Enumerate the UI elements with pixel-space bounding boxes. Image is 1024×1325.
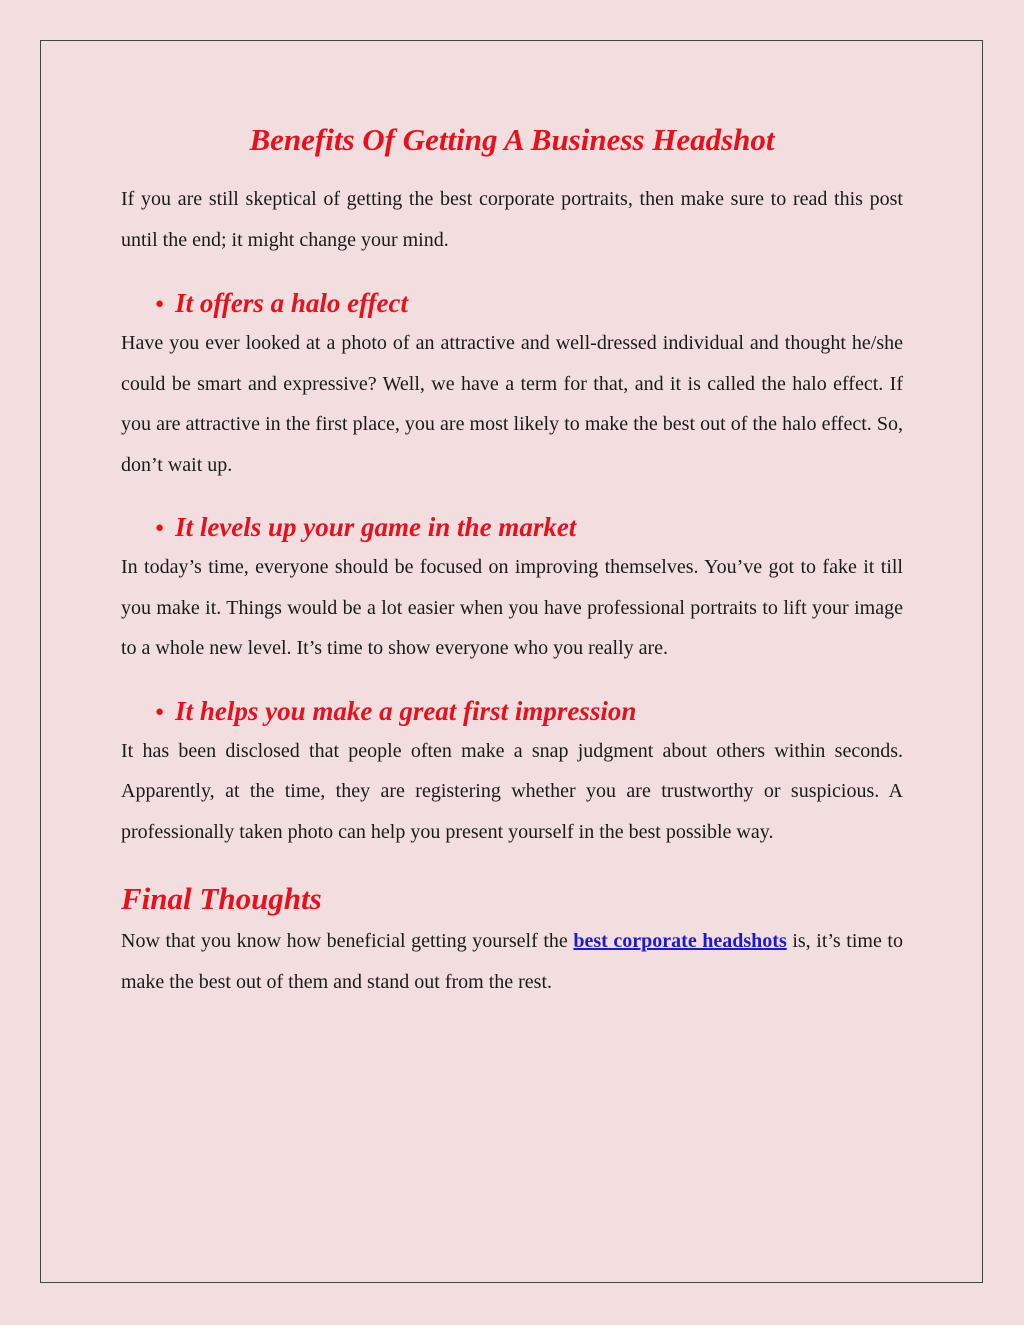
section-heading-halo-effect bbox=[155, 283, 903, 323]
section-paragraph-first-impression: It has been disclosed that people often make a snap judgment about others within seconds. Apparently, at the time, they are registering whether you are trustworthy or suspicious. A professionally taken photo can help you present yourself in the best possible way. bbox=[121, 739, 903, 843]
document-title: Benefits Of Getting A Business Headshot bbox=[249, 122, 775, 157]
bullet-icon: ● bbox=[155, 296, 165, 312]
final-text-after-link: is, it’s time to make the best out of them and stand out from the rest. bbox=[121, 930, 903, 993]
bullet-icon: ● bbox=[155, 703, 165, 720]
section-paragraph-levels-up: In today’s time, everyone should be focused on improving themselves. You’ve got to fake it till you make it. Things would be a lot easier when you have professional portraits to lift your image to a whole new level. It’s time to show everyone who you really are. bbox=[121, 556, 903, 659]
final-text-before-link: Now that you know how beneficial getting yourself the bbox=[121, 930, 574, 952]
section-heading-levels-up bbox=[155, 507, 903, 547]
section-heading-text: It helps you make a great first impression bbox=[175, 695, 637, 726]
section-paragraph-halo-effect: Have you ever looked at a photo of an attractive and well-dressed individual and thought he/she could be smart and expressive? Well, we have a term for that, and it is called the halo effect. If you are attractive in the first place, you are most likely to make the best out of the halo effect. So, don’t wait up. bbox=[121, 332, 903, 476]
final-thoughts-heading: Final Thoughts bbox=[121, 881, 322, 916]
best-corporate-headshots-link[interactable]: best corporate headshots bbox=[573, 930, 787, 952]
section-heading-first-impression bbox=[155, 691, 903, 731]
intro-paragraph: If you are still skeptical of getting the best corporate portraits, then make sure to read this post until the end; it might change your mind. bbox=[121, 188, 903, 251]
bullet-icon: ● bbox=[155, 520, 165, 536]
final-thoughts-paragraph bbox=[121, 921, 903, 1002]
document-content bbox=[121, 118, 903, 1002]
section-heading-text: It offers a halo effect bbox=[175, 288, 409, 318]
section-heading-text: It levels up your game in the market bbox=[175, 512, 577, 542]
